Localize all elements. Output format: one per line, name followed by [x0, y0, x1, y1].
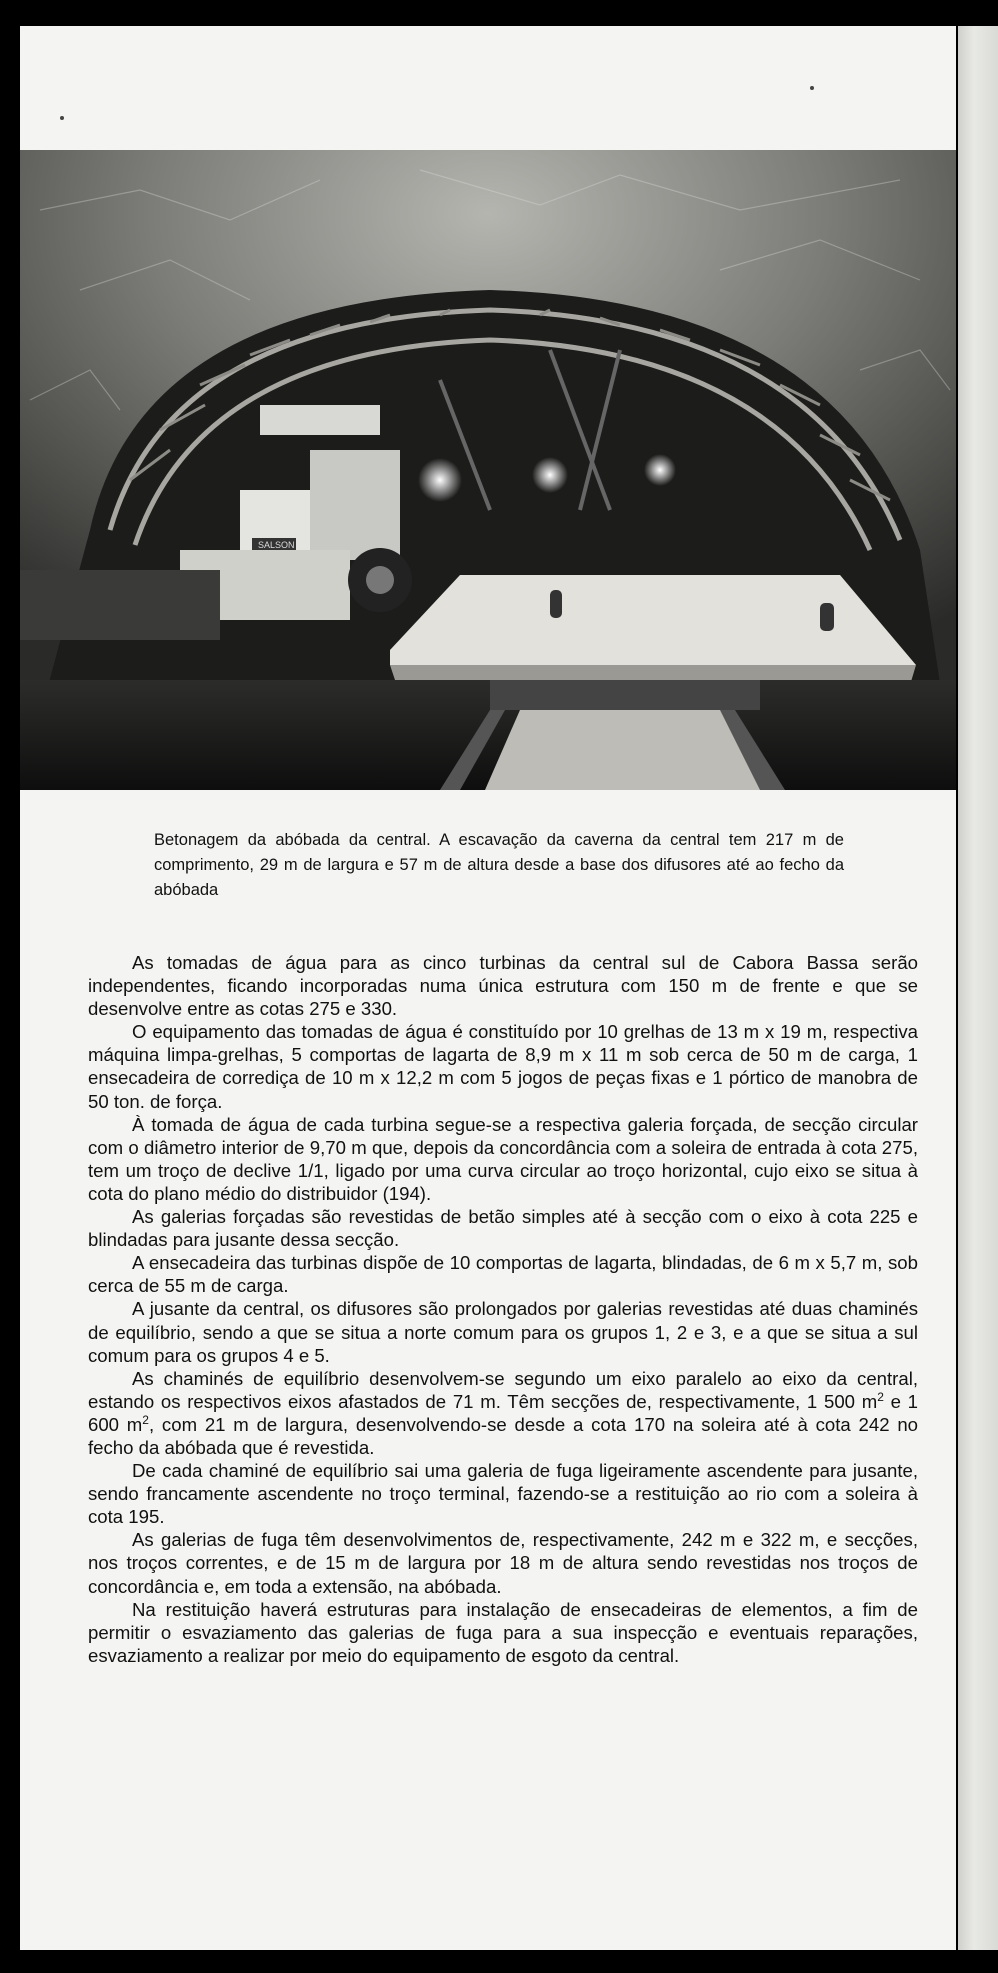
paragraph: Na restituição haverá estruturas para instalação de ensecadeiras de elementos, a fim de permitir o esvaziamento das galerias de fuga para a sua inspecção e eventuais reparações, esvaziamento a realizar por meio do equipamento de esgoto da central. — [88, 1598, 918, 1666]
paragraph: O equipamento das tomadas de água é constituído por 10 grelhas de 13 m x 19 m, respectiva máquina limpa-grelhas, 5 comportas de lagarta de 8,9 m x 11 m sob cerca de 50 m de carga, 1 ensecadeira de corrediça de 10 m x 12,2 m com 5 jogos de peças fixas e 1 pórtico de manobra de 50 ton. de força. — [88, 1021, 918, 1112]
paragraph: As tomadas de água para as cinco turbinas da central sul de Cabora Bassa serão independentes, ficando incorporadas numa única estrutura com 150 m de frente e que se desenvolve entre as cotas 275 e 330. — [88, 952, 918, 1020]
tunnel-photo — [20, 150, 956, 790]
speck — [810, 86, 814, 90]
paragraph-text: As chaminés de equilíbrio desenvolvem-se segundo um eixo paralelo ao eixo da central, estando os respectivos eixos afastados de 71 m. Têm secções de, respectivamente, 1 500 m — [88, 1367, 918, 1412]
superscript: 2 — [142, 1412, 149, 1427]
paragraph: As galerias forçadas são revestidas de betão simples até à secção com o eixo à cota 225 e blindadas para jusante dessa secção. — [88, 1206, 918, 1251]
paragraph-text: , com 21 m de largura, desenvolvendo-se desde a cota 170 na soleira até à cota 242 no fecho da abóbada que é revestida. — [88, 1413, 918, 1458]
document-page — [20, 26, 956, 1950]
photo-caption: Betonagem da abóbada da central. A escavação da caverna da central tem 217 m de comprimento, 29 m de largura e 57 m de altura desde a base dos difusores até ao fecho da abóbada — [154, 831, 844, 899]
page-edge — [958, 26, 998, 1950]
speck — [60, 116, 64, 120]
paragraph — [88, 1367, 918, 1459]
superscript: 2 — [877, 1389, 884, 1404]
paragraph: A jusante da central, os difusores são prolongados por galerias revestidas até duas chaminés de equilíbrio, sendo a que se situa a norte comum para os grupos 1, 2 e 3, e a que se situa a sul comum para os grupos 4 e 5. — [88, 1298, 918, 1366]
paragraph: De cada chaminé de equilíbrio sai uma galeria de fuga ligeiramente ascendente para jusante, sendo francamente ascendente no troço terminal, fazendo-se a restituição ao rio com a soleira à cota 195. — [88, 1460, 918, 1528]
article-body — [88, 951, 918, 1667]
paragraph: À tomada de água de cada turbina segue-se a respectiva galeria forçada, de secção circular com o diâmetro interior de 9,70 m que, depois da concordância com a soleira de entrada à cota 275, tem um troço de declive 1/1, ligado por uma curva circular ao troço horizontal, cujo eixo se situa à cota do plano médio do distribuidor (194). — [88, 1113, 918, 1204]
paragraph-text: e 1 600 m — [88, 1390, 918, 1435]
paragraph: As galerias de fuga têm desenvolvimentos de, respectivamente, 242 m e 322 m, e secções, nos troços correntes, e de 15 m de largura por 18 m de altura sendo revestidas nos troços de concordância e, em toda a extensão, na abóbada. — [88, 1529, 918, 1597]
paragraph: A ensecadeira das turbinas dispõe de 10 comportas de lagarta, blindadas, de 6 m x 5,7 m, sob cerca de 55 m de carga. — [88, 1252, 918, 1297]
machine-sign: SALSON — [258, 540, 295, 550]
